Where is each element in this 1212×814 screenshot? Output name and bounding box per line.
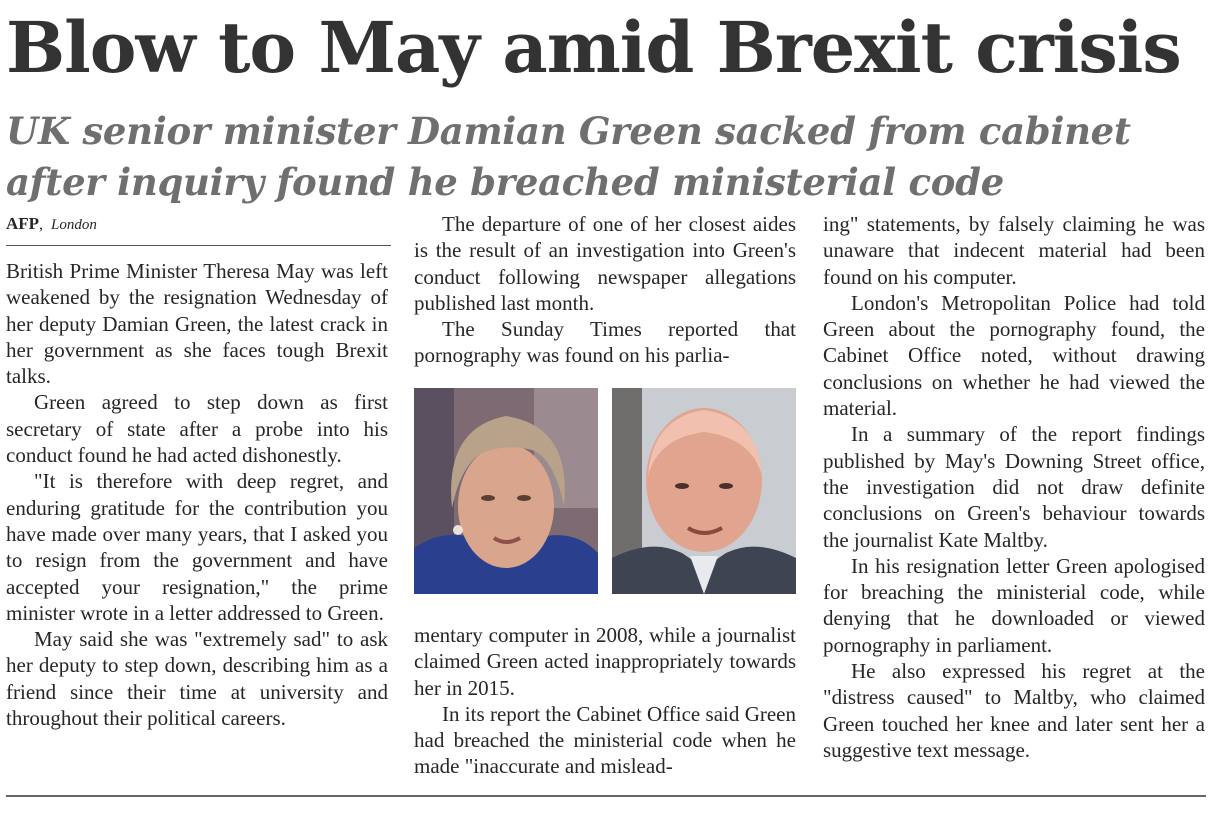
photo-damian-green <box>612 388 796 594</box>
paragraph: May said she was "extremely sad" to ask her deputy to step down, describing him as a friend since their time at university and throughout their political careers. <box>6 627 388 731</box>
paragraph: ing" statements, by falsely claiming he was unaware that indecent material had been found on his computer. <box>823 212 1205 289</box>
paragraph: London's Metropolitan Police had told Green about the pornography found, the Cabinet Office noted, without drawing conclusions on whether he had viewed the material. <box>823 290 1205 421</box>
byline-source: AFP <box>6 214 40 233</box>
bottom-divider <box>6 795 1206 797</box>
paragraph: He also expressed his regret at the "distress caused" to Maltby, who claimed Green touched her knee and later sent her a suggestive text message. <box>823 659 1205 762</box>
paragraph: British Prime Minister Theresa May was left weakened by the resignation Wednesday of her deputy Damian Green, the latest crack in her government as she faces tough Brexit talks. <box>6 259 388 389</box>
paragraph: In a summary of the report findings published by May's Downing Street office, the investigation did not draw definite conclusions on Green's behaviour towards the journalist Kate Maltby. <box>823 422 1205 552</box>
paragraph: In its report the Cabinet Office said Green had breached the ministerial code when he made "inaccurate and mislead- <box>414 701 796 779</box>
paragraph: mentary computer in 2008, while a journalist claimed Green acted inappropriately towards her in 2015. <box>414 623 796 700</box>
paragraph: In his resignation letter Green apologised for breaching the ministerial code, while denying that he downloaded or viewed pornography in parliament. <box>823 553 1205 657</box>
subheadline: UK senior minister Damian Green sacked from cabinet after inquiry found he breached ministerial code <box>6 109 1131 204</box>
photo-theresa-may <box>414 388 598 594</box>
byline-location: London <box>51 217 97 233</box>
article-column-1 <box>6 258 388 731</box>
byline-divider <box>6 245 391 246</box>
article-column-2-top <box>414 211 796 369</box>
paragraph: Green agreed to step down as first secretary of state after a probe into his conduct found he had acted dishonestly. <box>6 390 388 468</box>
headline: Blow to May amid Brexit crisis <box>6 6 1181 89</box>
article-column-2-bottom <box>414 622 796 780</box>
paragraph: The Sunday Times reported that pornography was found on his parlia- <box>414 317 796 368</box>
paragraph: The departure of one of her closest aides is the result of an investigation into Green's conduct following newspaper allegations published last month. <box>414 212 796 315</box>
paragraph: "It is therefore with deep regret, and enduring gratitude for the contribution you have made over many years, that I asked you to resign from the government and have accepted your resignation," the prime minister wrote in a letter addressed to Green. <box>6 469 388 625</box>
byline: AFP, London <box>6 214 97 233</box>
article-column-3 <box>823 211 1205 763</box>
